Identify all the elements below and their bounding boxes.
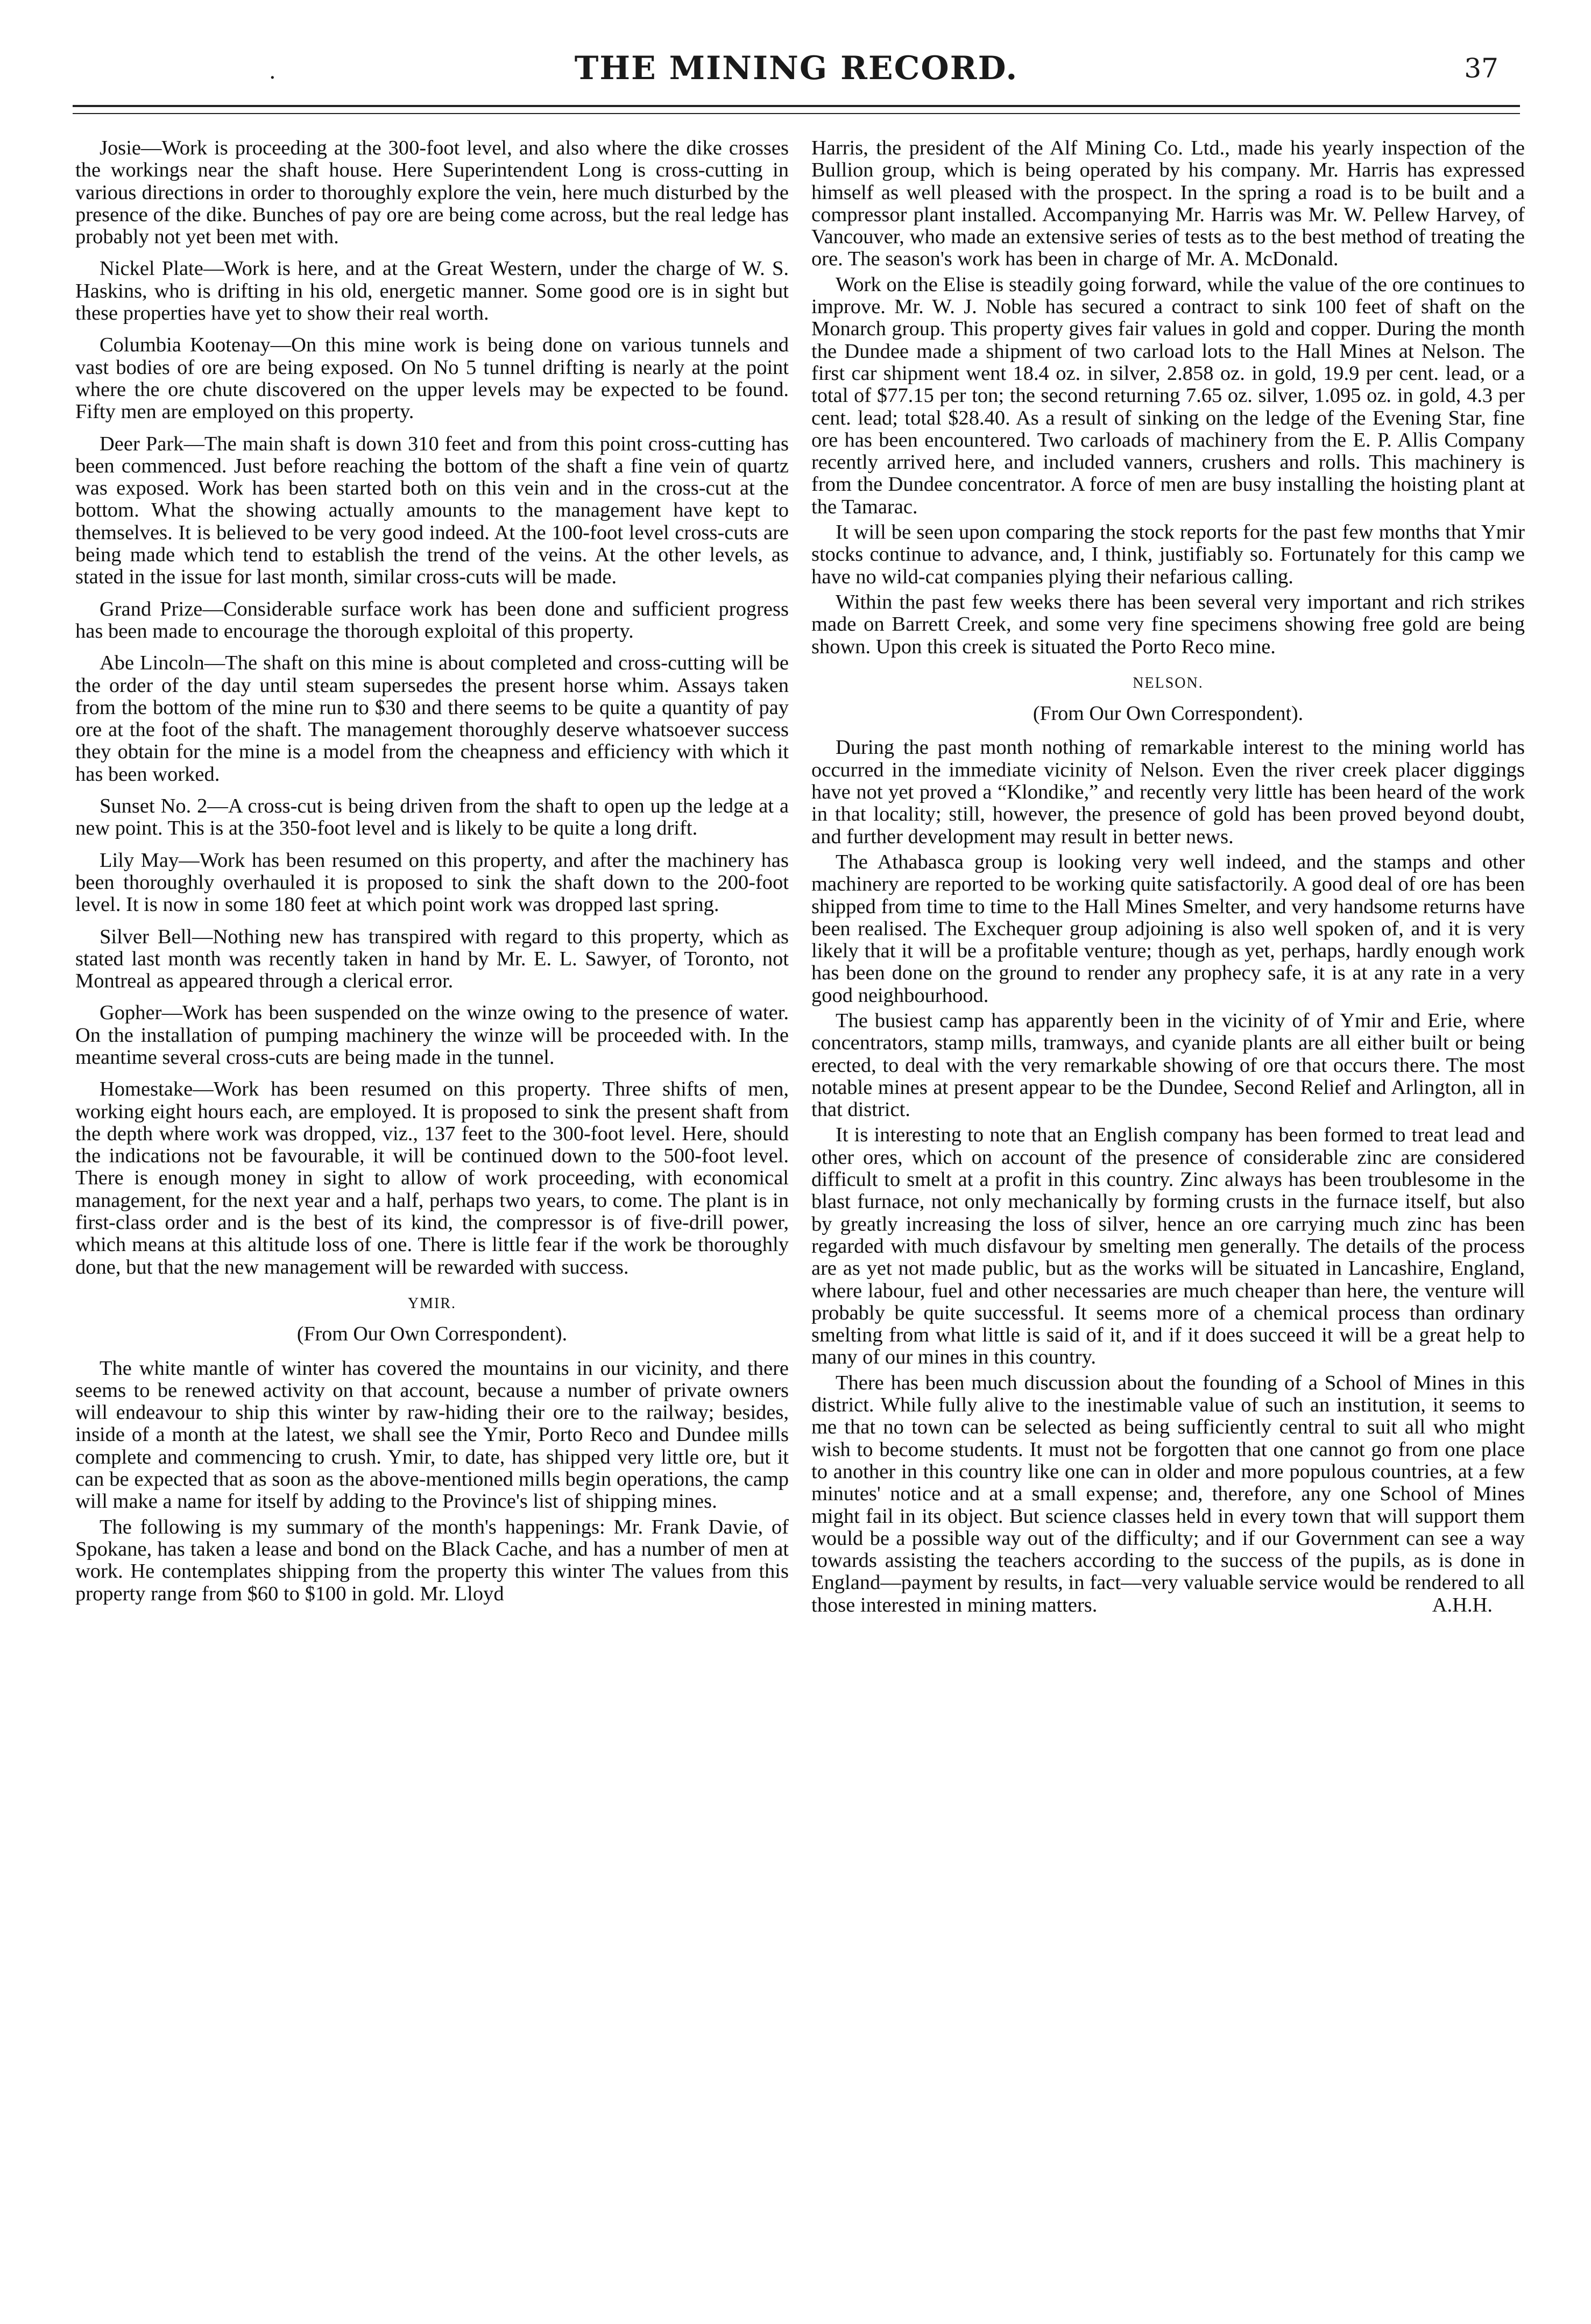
header-dot: · xyxy=(269,66,276,90)
paragraph-nickel-plate: Nickel Plate—Work is here, and at the Great Western, under the charge of W. S. Haskins, who is drifting in his old, energetic manner. Some good ore is in sight but these properties have yet to show their real worth. xyxy=(75,257,789,325)
paragraph-ymir-barrett-creek: Within the past few weeks there has been several very important and rich strikes made on Barrett Creek, and some very fine specimens showing free gold are being shown. Upon this creek is situated the Porto Reco mine. xyxy=(811,590,1525,658)
paragraph-nelson-athabasca: The Athabasca group is looking very well indeed, and the stamps and other machinery are reported to be working quite satisfactorily. A good deal of ore has been shipped from time to time to the Hall Mines Smelter, and very handsome returns have been realised. The Exchequer group adjoining is also well spoken of, and it is very likely that it will be a profitable venture; though as yet, perhaps, hardly enough work has been done on the ground to render any prophecy safe, it is at any rate in a very good neighbourhood. xyxy=(811,850,1525,1007)
header-rule-thin xyxy=(73,113,1520,114)
page-number: 37 xyxy=(1464,53,1498,84)
paragraph-ymir-elise: Work on the Elise is steadily going forward, while the value of the ore continues to improve. Mr. W. J. Noble has secured a contract to sink 100 feet of shaft on the Monarch group. This property gives fair values in gold and copper. During the month the Dundee made a shipment of two carload lots to the Hall Mines at Nelson. The first car shipment went 18.4 oz. in silver, 2.858 oz. in gold, 19.9 per cent. lead, or a total of $77.15 per ton; the second returning 7.65 oz. silver, 1.095 oz. in gold, 4.3 per cent. lead; total $28.40. As a result of sinking on the ledge of the Evening Star, fine ore has been encountered. Two carloads of machinery from the E. P. Allis Company recently arrived here, and included vanners, crushers and rolls. This machinery is from the Dundee concentrator. A force of men are busy installing the hoisting plant at the Tamarac. xyxy=(811,273,1525,518)
paragraph-abe-lincoln: Abe Lincoln—The shaft on this mine is about completed and cross-cutting will be the order of the day until steam supersedes the present horse whim. Assays taken from the bottom of the mine run to $30 and there seems to be quite a quantity of pay ore at the foot of the shaft. The management thoroughly deserve whatsoever success they obtain for the mine is a model from the cheapness and efficiency with which it has been worked. xyxy=(75,652,789,786)
paragraph-nelson-past-month: During the past month nothing of remarkable interest to the mining world has occurred in the immediate vicinity of Nelson. Even the river creek placer diggings have not yet proved a “Klondike,” and recently very little has been heard of the work in that locality; still, however, the presence of gold has been proved beyond doubt, and further development may result in better news. xyxy=(811,736,1525,848)
section-heading-nelson: NELSON. xyxy=(1133,674,1204,691)
correspondent-byline-nelson: (From Our Own Correspondent). xyxy=(1033,702,1304,725)
school-of-mines-text: There has been much discussion about the founding of a School of Mines in this district. While fully alive to the inestimable value of such an institution, it seems to me that no town can be selected as being sufficiently central to suit all who might wish to become students. It must not be forgotten that one cannot go from one place to another in this country like one can in older and more populous countries, at a few minutes' notice and at a small expense; and, therefore, any one School of Mines might fail in its object. But science classes held in every town that will support them would be a possible way out of the difficulty; and if our Government can see a way towards assisting the teachers according to the success of the pupils, as is done in England—payment by results, in fact—very valuable service would be rendered to all those interested in mining matters. xyxy=(811,1371,1525,1616)
correspondent-byline-ymir: (From Our Own Correspondent). xyxy=(296,1323,568,1346)
paragraph-columbia-kootenay: Columbia Kootenay—On this mine work is being done on various tunnels and vast bodies of ore are being exposed. On No 5 tunnel drifting is nearly at the point where the ore chute discovered on the upper levels may be expected to be found. Fifty men are employed on this property. xyxy=(75,334,789,423)
page-title: THE MINING RECORD. xyxy=(574,50,1019,87)
paragraph-silver-bell: Silver Bell—Nothing new has transpired with regard to this property, which as stated last month was recently taken in hand by Mr. E. L. Sawyer, of Toronto, not Montreal as appeared through a clerical error. xyxy=(75,925,789,993)
paragraph-homestake: Homestake—Work has been resumed on this property. Three shifts of men, working eight hours each, are employed. It is proposed to sink the present shaft from the depth where work was dropped, viz., 137 feet to the 300-foot level. Here, should the indications not be favourable, it will be continued down to the 500-foot level. There is enough money in sight to allow of work proceeding, with economical management, for the next year and a half, perhaps two years, to come. The plant is in first-class order and is the best of its kind, the compressor is of five-drill power, which means at this altitude loss of one. There is little fear if the work be thoroughly done, but that the new management will be rewarded with success. xyxy=(75,1078,789,1278)
running-head xyxy=(81,50,1512,93)
signoff-initials: A.H.H. xyxy=(1432,1593,1493,1616)
paragraph-gopher: Gopher—Work has been suspended on the winze owing to the presence of water. On the installation of pumping machinery the winze will be proceeded with. In the meantime several cross-cuts are being made in the tunnel. xyxy=(75,1001,789,1069)
paragraph-deer-park: Deer Park—The main shaft is down 310 feet and from this point cross-cutting has been commenced. Just before reaching the bottom of the shaft a fine vein of quartz was exposed. Work has been started both on this vein and in the cross-cut at the bottom. What the showing actually amounts to the management have kept to themselves. It is believed to be very good indeed. At the 100-foot level cross-cuts are being made which tend to establish the trend of the veins. At the other levels, as stated in the issue for last month, similar cross-cuts will be made. xyxy=(75,432,789,589)
paragraph-nelson-english-company: It is interesting to note that an English company has been formed to treat lead and other ores, which on account of the presence of considerable zinc are considered difficult to smelt at a profit in this country. Zinc always has been troublesome in the blast furnace, not only mechanically by forming crusts in the furnace itself, but also by greatly increasing the loss of silver, hence an ore carrying much zinc has been regarded with much disfavour by smelting men generally. The details of the process are as yet not made public, but as the works will be situated in Lancashire, England, where labour, fuel and other necessaries are much cheaper than here, the venture will probably be quite successful. It seems more of a chemical process than ordinary smelting from what little is said of it, and if it does succeed it will be a great help to many of our mines in this country. xyxy=(811,1124,1525,1369)
header-rule-thick xyxy=(73,105,1520,107)
paragraph-ymir-stocks: It will be seen upon comparing the stock reports for the past few months that Ymir stocks continue to advance, and, I think, justifiably so. Fortunately for this camp we have no wild-cat companies plying their nefarious calling. xyxy=(811,521,1525,588)
paragraph-nelson-busiest-camp: The busiest camp has apparently been in the vicinity of of Ymir and Erie, where concentrators, stamp mills, tramways, and cyanide plants are all either built or being erected, to deal with the very remarkable showing of ore that occurs there. The most notable mines at present appear to be the Dundee, Second Relief and Arlington, all in that district. xyxy=(811,1009,1525,1121)
paragraph-grand-prize: Grand Prize—Considerable surface work has been done and sufficient progress has been made to encourage the thorough exploital of this property. xyxy=(75,597,789,642)
paragraph-josie: Josie—Work is proceeding at the 300-foot level, and also where the dike crosses the workings near the shaft house. Here Superintendent Long is cross-cutting in various directions in order to thoroughly explore the vein, here much disturbed by the presence of the dike. Bunches of pay ore are being come across, but the real ledge has probably not yet been met with. xyxy=(75,137,789,249)
paragraph-lily-may: Lily May—Work has been resumed on this property, and after the machinery has been thoroughly overhauled it is proposed to sink the shaft down to the 200-foot level. It is now in some 180 feet at which point work was dropped last spring. xyxy=(75,849,789,916)
paragraph-ymir-winter: The white mantle of winter has covered the mountains in our vicinity, and there seems to be renewed activity on that account, because a number of private owners will endeavour to ship this winter by raw-hiding their ore to the railway; besides, inside of a month at the latest, we shall see the Ymir, Porto Reco and Dundee mills complete and commencing to crush. Ymir, to date, has shipped very little ore, but it can be expected that as soon as the above-mentioned mills begin operations, the camp will make a name for itself by adding to the Province's list of shipping mines. xyxy=(75,1357,789,1513)
right-column xyxy=(811,137,1525,1620)
paragraph-sunset: Sunset No. 2—A cross-cut is being driven from the shaft to open up the ledge at a new point. This is at the 350-foot level and is likely to be quite a long drift. xyxy=(75,795,789,840)
left-column xyxy=(75,137,789,1608)
section-heading-ymir: YMIR. xyxy=(407,1295,457,1312)
paragraph-nelson-school-of-mines xyxy=(811,1372,1525,1616)
paragraph-ymir-summary: The following is my summary of the month's happenings: Mr. Frank Davie, of Spokane, has taken a lease and bond on the Black Cache, and has a number of men at work. He contemplates shipping from the property this winter The values from this property range from $60 to $100 in gold. Mr. Lloyd xyxy=(75,1515,789,1605)
paragraph-ymir-harris: Harris, the president of the Alf Mining Co. Ltd., made his yearly inspection of the Bullion group, which is being operated by his company. Mr. Harris has expressed himself as well pleased with the prospect. In the spring a road is to be built and a compressor plant installed. Accompanying Mr. Harris was Mr. W. Pellew Harvey, of Vancouver, who made an extensive series of tests as to the best method of treating the ore. The season's work has been in charge of Mr. A. McDonald. xyxy=(811,137,1525,271)
